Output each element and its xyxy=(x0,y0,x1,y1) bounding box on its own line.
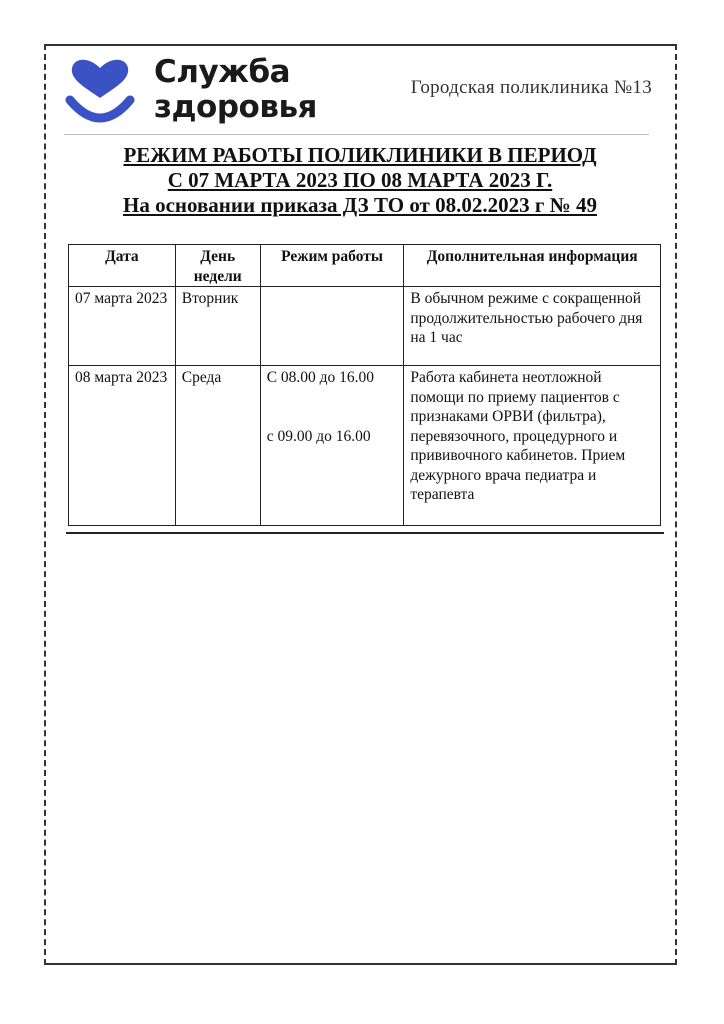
brand-line-1: Служба xyxy=(154,54,291,90)
title-line-2: С 07 МАРТА 2023 ПО 08 МАРТА 2023 Г. xyxy=(167,168,553,192)
cell-weekday: Среда xyxy=(175,366,260,526)
table-row xyxy=(69,287,661,366)
table-bottom-divider xyxy=(66,532,664,534)
cell-weekday: Вторник xyxy=(175,287,260,366)
cell-hours xyxy=(260,366,404,526)
brand-line-2: здоровья xyxy=(154,89,317,125)
document-title xyxy=(60,143,660,218)
schedule-table xyxy=(68,244,661,526)
column-header-weekday: День недели xyxy=(175,245,260,287)
column-header-hours: Режим работы xyxy=(260,245,404,287)
column-header-date: Дата xyxy=(69,245,176,287)
column-header-info: Дополнительная информация xyxy=(404,245,661,287)
cell-info: Работа кабинета неотложной помощи по приему пациентов с признаками ОРВИ (фильтра), перевязочного, процедурного и прививочного кабинетов. Прием дежурного врача педиатра и терапевта xyxy=(404,366,661,526)
title-line-3: На основании приказа ДЗ ТО от 08.02.2023 г № 49 xyxy=(122,193,598,217)
cell-info: В обычном режиме с сокращенной продолжительностью рабочего дня на 1 час xyxy=(404,287,661,366)
table-header-row xyxy=(69,245,661,287)
heart-smile-logo-icon xyxy=(64,56,136,126)
hours-line-2: с 09.00 до 16.00 xyxy=(266,427,371,445)
brand-name xyxy=(154,55,317,125)
hours-spacer xyxy=(267,388,398,427)
cell-date: 07 марта 2023 xyxy=(69,287,176,366)
cell-hours xyxy=(260,287,404,366)
cell-date: 08 марта 2023 xyxy=(69,366,176,526)
table-row xyxy=(69,366,661,526)
header-divider xyxy=(64,134,649,135)
title-line-1: РЕЖИМ РАБОТЫ ПОЛИКЛИНИКИ В ПЕРИОД xyxy=(123,143,597,167)
clinic-name: Городская поликлиника №13 xyxy=(410,77,652,98)
hours-line-1: С 08.00 до 16.00 xyxy=(266,369,375,386)
